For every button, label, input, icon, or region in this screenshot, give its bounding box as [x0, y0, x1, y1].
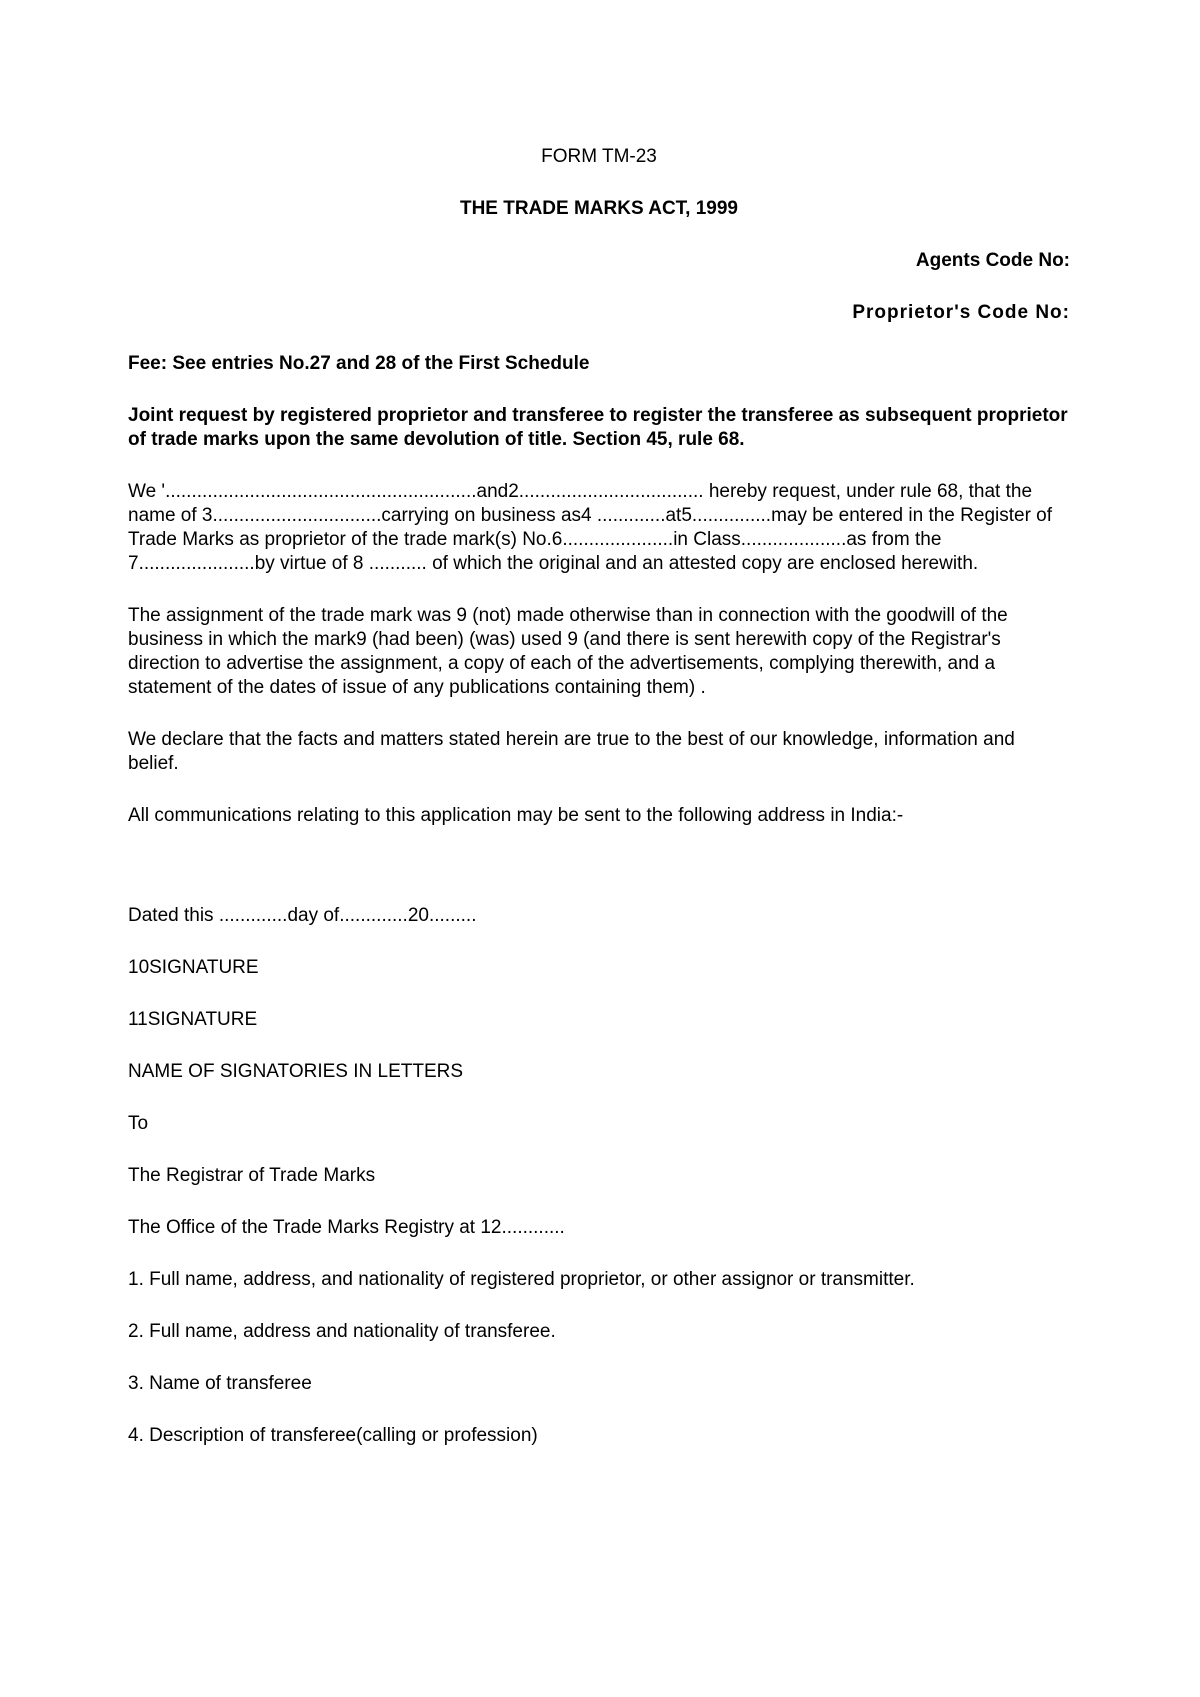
registry-office-line: The Office of the Trade Marks Registry at 12............ — [128, 1217, 565, 1238]
declaration-paragraph: We declare that the facts and matters stated herein are true to the best of our knowledge, information and belief. — [128, 729, 1015, 774]
note-4: 4. Description of transferee(calling or profession) — [128, 1425, 538, 1446]
proprietors-code-label: Proprietor's Code No: — [852, 302, 1070, 323]
form-title: FORM TM-23 — [541, 146, 657, 167]
act-title: THE TRADE MARKS ACT, 1999 — [459, 198, 738, 219]
communications-paragraph: All communications relating to this application may be sent to the following address in India:- — [128, 805, 904, 826]
agents-code-label: Agents Code No: — [915, 250, 1070, 271]
registrar-line: The Registrar of Trade Marks — [128, 1165, 376, 1186]
to-line: To — [128, 1113, 149, 1134]
assignment-paragraph: The assignment of the trade mark was 9 (not) made otherwise than in connection with the goodwill of the business in which the mark9 (had been) (was) used 9 (and there is sent herewith copy of the Registrar's direction to advertise the assignment, a copy of each of the advertisements, complying therewith, and a statement of the dates of issue of any publications containing them) . — [128, 605, 1008, 698]
note-1: 1. Full name, address, and nationality of registered proprietor, or other assignor or transmitter. — [128, 1269, 915, 1290]
note-3: 3. Name of transferee — [128, 1373, 312, 1394]
document-body — [128, 145, 1070, 1476]
request-paragraph: We '...........................................................and2................................... hereby request, under rule 68, that the name of 3................................carrying on business as4 .............at5...............may be entered in the Register of Trade Marks as proprietor of the trade mark(s) No.6.....................in Class....................as from the 7......................by virtue of 8 ........... of which the original and an attested copy are enclosed herewith. — [128, 481, 1053, 574]
signature-11: 11SIGNATURE — [128, 1009, 258, 1030]
note-2: 2. Full name, address and nationality of transferee. — [128, 1321, 556, 1342]
dated-line: Dated this .............day of.............20......... — [128, 905, 477, 926]
fee-note: Fee: See entries No.27 and 28 of the First Schedule — [128, 353, 590, 374]
signatories-name-line: NAME OF SIGNATORIES IN LETTERS — [128, 1061, 464, 1082]
signature-10: 10SIGNATURE — [128, 957, 259, 978]
request-heading: Joint request by registered proprietor and transferee to register the transferee as subsequent proprietor of trade marks upon the same devolution of title. Section 45, rule 68. — [128, 405, 1068, 450]
